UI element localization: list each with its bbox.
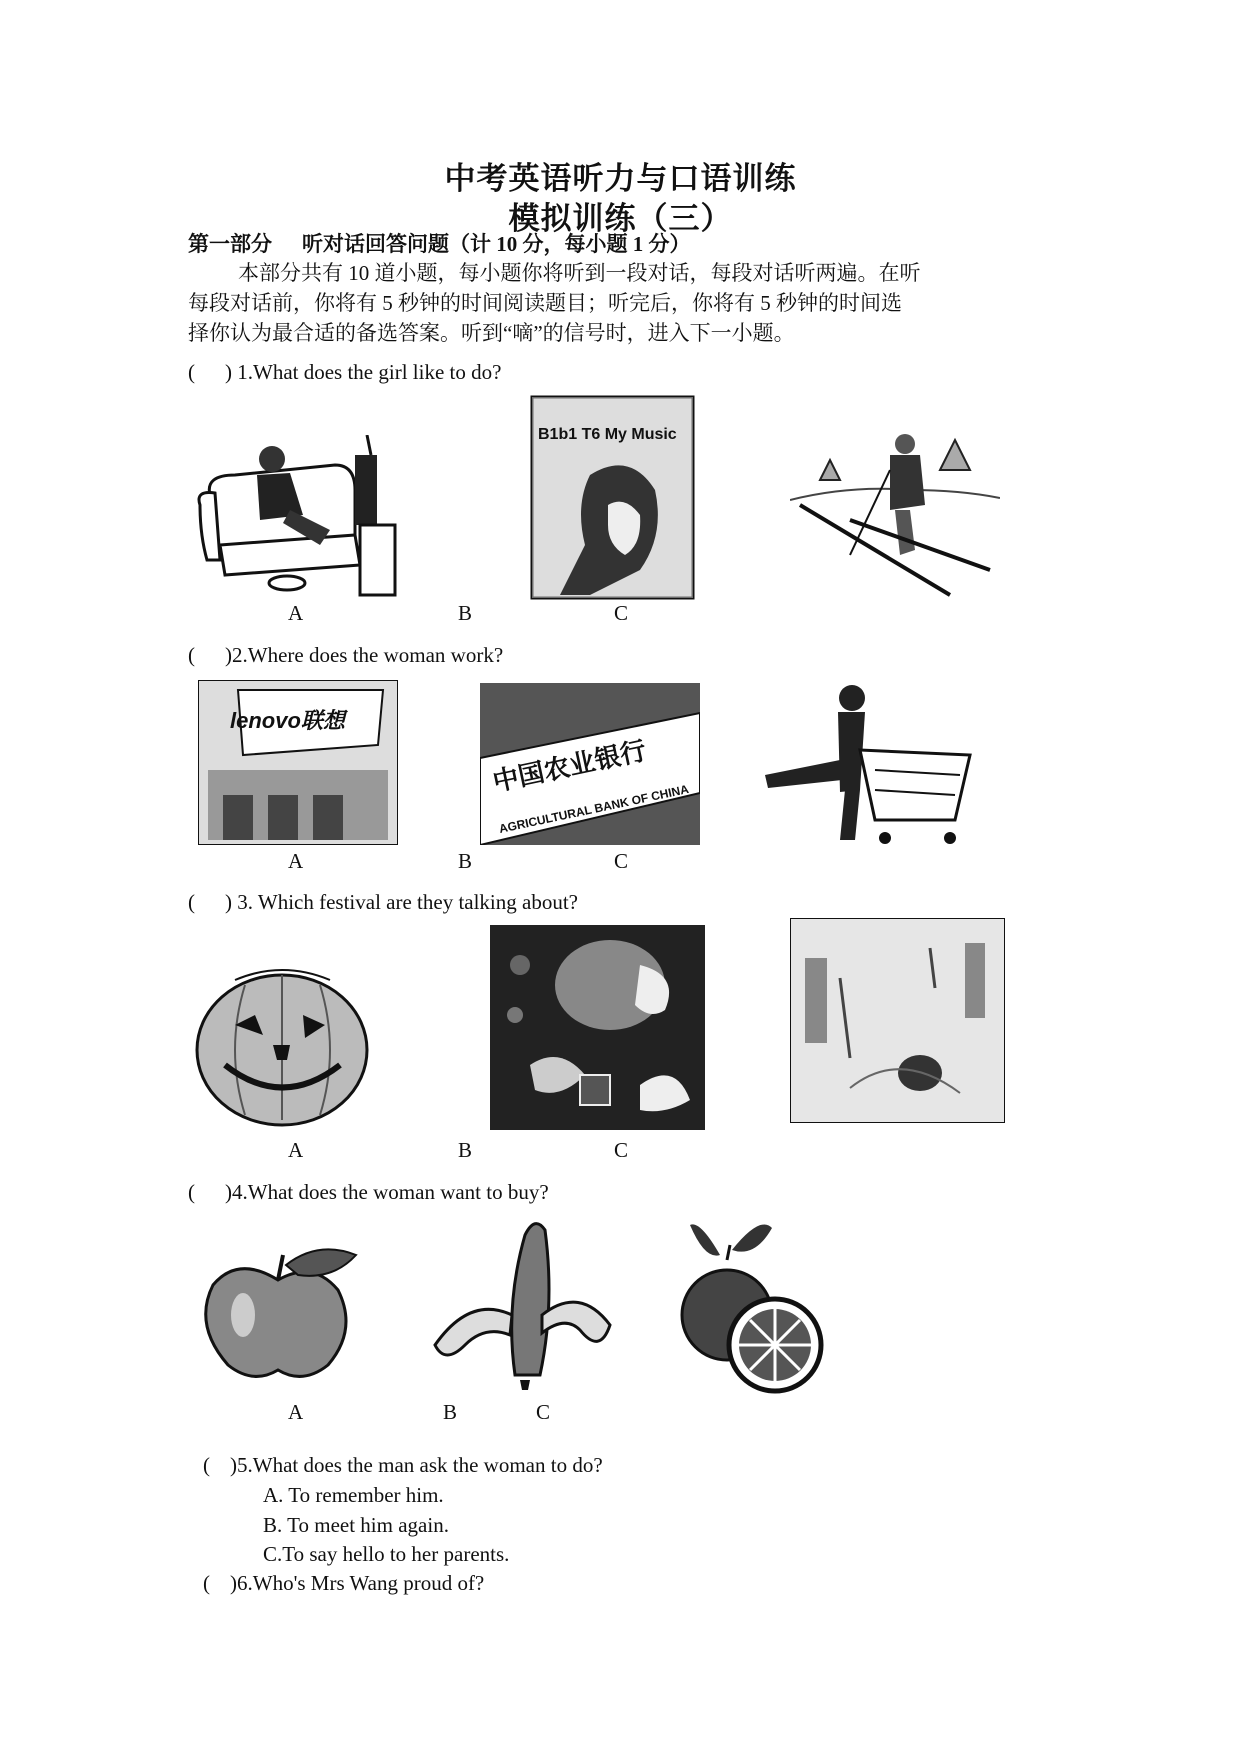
- question-4: [188, 1180, 549, 1205]
- answer-paren-close: ): [230, 1453, 237, 1477]
- option-letter-a: A: [288, 849, 304, 873]
- question-text: 3. Which festival are they talking about?: [237, 890, 578, 914]
- answer-paren-open: (: [188, 643, 195, 667]
- picture-lenovo-store: [198, 680, 398, 845]
- picture-watching-tv: [195, 435, 410, 600]
- intro-line-3: 择你认为最合适的备选答案。听到“嘀”的信号时，进入下一小题。: [188, 321, 795, 345]
- question-text: 5.What does the man ask the woman to do?: [237, 1453, 603, 1477]
- picture-spring-festival: [790, 918, 1005, 1123]
- question-5: [203, 1453, 603, 1478]
- option-letter-c: C: [614, 849, 629, 873]
- answer-paren-open: (: [188, 360, 195, 384]
- answer-paren-close: ): [225, 643, 232, 667]
- option-b: B. To meet him again.: [263, 1513, 449, 1537]
- question-text: 2.Where does the woman work?: [232, 643, 504, 667]
- option-letter-c: C: [614, 1138, 629, 1162]
- bank-sign-english: AGRICULTURAL BANK OF CHINA: [497, 781, 690, 836]
- option-a: A. To remember him.: [263, 1483, 444, 1507]
- picture-music-poster: [530, 395, 695, 600]
- answer-paren-open: (: [188, 1180, 195, 1204]
- answer-paren-close: ): [230, 1571, 237, 1595]
- picture-orange: [680, 1220, 830, 1400]
- picture-shopping-cart: [760, 680, 975, 850]
- poster-text: B1b1 T6 My Music: [538, 426, 677, 443]
- lenovo-sign: lenovo联想: [230, 708, 345, 733]
- option-letter-a: A: [288, 601, 304, 625]
- answer-paren-open: (: [188, 890, 195, 914]
- option-letter-c: C: [614, 601, 629, 625]
- page-subtitle: 模拟训练（三）: [508, 201, 733, 236]
- question-text: 6.Who's Mrs Wang proud of?: [237, 1571, 485, 1595]
- intro-line-1: 本部分共有 10 道小题，每小题你将听到一段对话，每段对话听两遍。在听: [238, 261, 921, 285]
- answer-paren-close: ): [225, 360, 232, 384]
- question-1: [188, 360, 501, 385]
- answer-paren-open: (: [203, 1571, 210, 1595]
- page-title: 中考英语听力与口语训练: [444, 161, 797, 196]
- answer-paren-close: ): [225, 1180, 232, 1204]
- option-letter-b: B: [458, 849, 473, 873]
- section-instruction: 听对话回答问题（计 10 分，每小题 1 分）: [302, 232, 691, 256]
- section-name: 第一部分: [188, 232, 272, 256]
- option-letter-b: B: [443, 1400, 458, 1424]
- option-letter-a: A: [288, 1400, 304, 1424]
- picture-pumpkin: [195, 960, 370, 1130]
- question-text: 4.What does the woman want to buy?: [232, 1180, 549, 1204]
- question-3: [188, 890, 578, 915]
- picture-banana: [430, 1215, 615, 1390]
- option-letter-a: A: [288, 1138, 304, 1162]
- option-c: C.To say hello to her parents.: [263, 1542, 510, 1566]
- picture-apple: [198, 1245, 363, 1385]
- bank-sign: 中国农业银行: [490, 736, 649, 797]
- question-6: [203, 1571, 484, 1596]
- intro-line-2: 每段对话前，你将有 5 秒钟的时间阅读题目；听完后，你将有 5 秒钟的时间选: [188, 291, 902, 315]
- picture-skiing: [790, 430, 1000, 600]
- answer-paren-close: ): [225, 890, 232, 914]
- option-letter-c: C: [536, 1400, 551, 1424]
- section-heading: [188, 228, 691, 258]
- option-letter-b: B: [458, 601, 473, 625]
- picture-bank: [480, 683, 700, 845]
- option-letter-b: B: [458, 1138, 473, 1162]
- picture-christmas: [490, 925, 705, 1130]
- question-text: 1.What does the girl like to do?: [237, 360, 502, 384]
- question-2: [188, 643, 503, 668]
- answer-paren-open: (: [203, 1453, 210, 1477]
